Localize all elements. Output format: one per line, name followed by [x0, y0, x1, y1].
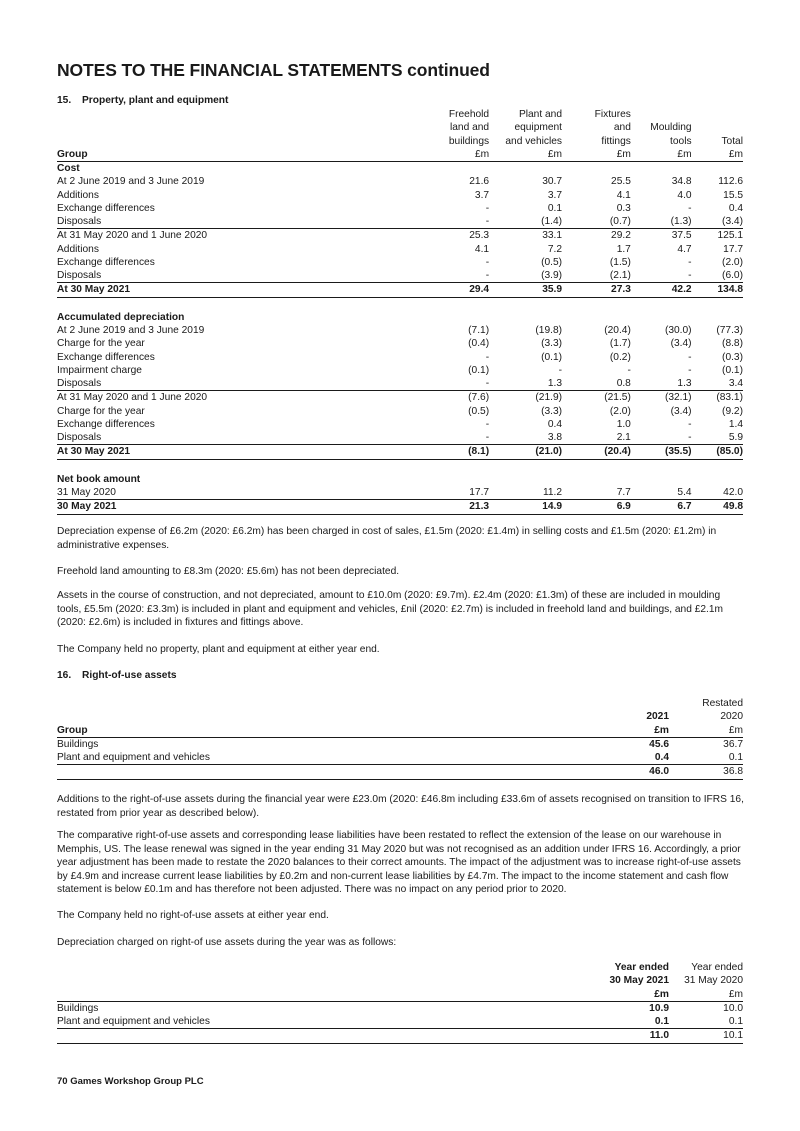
cell-value: Fixtures: [594, 109, 631, 120]
cell-value: 10.1: [669, 1029, 743, 1043]
cell-value: 10.0: [669, 1001, 743, 1015]
ppe-table: [57, 108, 743, 515]
cell-value: 21.3: [432, 500, 489, 514]
header-row: [57, 988, 743, 1002]
cell-value: [631, 108, 692, 121]
cell-value: 10.9: [597, 1001, 669, 1015]
cell-value: 30 May 2021: [609, 975, 669, 987]
table-row: [57, 418, 743, 431]
row-label: [57, 135, 432, 148]
table-row: [57, 500, 743, 514]
cell-value: 7.2: [547, 243, 563, 255]
cell-value: 5.9: [728, 432, 743, 443]
table-row: [57, 337, 743, 350]
header-row: [57, 108, 743, 121]
row-label: Exchange differences: [57, 418, 155, 430]
cell-value: (7.6): [432, 391, 489, 405]
cell-value: (0.1): [722, 364, 743, 376]
cell-value: Moulding: [650, 122, 692, 134]
cell-value: 4.1: [474, 243, 490, 255]
cell-value: (1.4): [541, 216, 563, 227]
cell-value: 46.0: [617, 765, 669, 779]
header-row: [57, 697, 743, 710]
cell-value: (85.0): [692, 445, 743, 459]
row-label: At 2 June 2019 and 3 June 2019: [57, 176, 205, 188]
paragraph: The comparative right-of-use assets and corresponding lease liabilities have been restated to reflect the extension of the lease on our warehouse in Memphis, US. The lease renewal was signed in the year ending 31 May 2020 but was not recognised as an addition under IFRS 16. Accordingly, a prior year adjustment has been made to restate the 2020 balances to their correct amounts. The impact of the adjustment was to increase right-of-use assets by £4.9m and increase current lease liabilities by £0.2m and non-current lease liabilities by £4.7m. The impact to the income statement and cash flow statement is below £0.1m and has therefore not been adjusted. There was no impact on any period prior to 2020.: [57, 830, 741, 895]
cell-value: (2.0): [609, 405, 631, 417]
cell-value: tools: [670, 135, 692, 147]
row-label: Disposals: [57, 270, 102, 281]
table-row: [57, 175, 743, 188]
cell-value: -: [485, 432, 490, 443]
cell-value: (0.4): [468, 338, 490, 350]
table-row: [57, 391, 743, 405]
table-row: [57, 405, 743, 418]
paragraph: Freehold land amounting to £8.3m (2020: £5.6m) has not been depreciated.: [57, 566, 400, 577]
cell-value: 3.8: [547, 432, 563, 443]
row-label: [57, 974, 597, 987]
cell-value: (0.1): [468, 364, 490, 376]
cell-value: 11.0: [597, 1029, 669, 1043]
cell-value: 25.3: [432, 229, 489, 243]
cell-value: -: [485, 202, 490, 214]
row-label: Disposals: [57, 216, 102, 227]
cell-value: (3.4): [670, 338, 692, 350]
row-label: Disposals: [57, 378, 102, 389]
cell-value: 6.7: [631, 500, 692, 514]
cell-value: -: [485, 216, 490, 227]
cell-value: (0.5): [468, 405, 490, 417]
rou-table: [57, 697, 743, 780]
cell-value: -: [688, 202, 692, 214]
cell-value: 1.7: [616, 243, 631, 255]
cell-value: 0.4: [654, 752, 669, 763]
cell-value: (2.1): [609, 270, 631, 281]
cell-value: [692, 473, 743, 486]
row-label: At 30 May 2021: [57, 283, 432, 297]
page-title: NOTES TO THE FINANCIAL STATEMENTS continued: [57, 60, 490, 80]
cell-value: £m: [654, 988, 669, 1000]
table-row: [57, 486, 743, 500]
cell-value: -: [688, 364, 692, 376]
spacer-row: [57, 459, 743, 473]
cell-value: 21.6: [469, 176, 490, 188]
paragraph: The Company held no property, plant and equipment at either year end.: [57, 644, 380, 655]
cell-value: 17.7: [469, 487, 490, 498]
table-row: [57, 269, 743, 283]
cell-value: £m: [547, 148, 563, 160]
cell-value: 0.3: [616, 202, 631, 214]
row-label: [57, 108, 432, 121]
table-row: [57, 445, 743, 459]
cell-value: [432, 162, 489, 176]
row-label: Charge for the year: [57, 338, 145, 350]
cell-value: -: [485, 378, 490, 389]
cell-value: [489, 162, 562, 176]
cell-value: [631, 311, 692, 324]
cell-value: (32.1): [631, 391, 692, 405]
row-label: [57, 121, 432, 134]
cell-value: (8.1): [432, 445, 489, 459]
cell-value: Year ended: [691, 962, 743, 973]
cell-value: 25.5: [611, 176, 631, 188]
cell-value: 11.2: [542, 487, 563, 498]
row-label: [57, 1029, 597, 1043]
section-number: 15.: [57, 95, 72, 106]
row-label: Plant and equipment and vehicles: [57, 1016, 210, 1027]
spacer-row: [57, 297, 743, 311]
cell-value: -: [688, 351, 692, 363]
row-label: Cost: [57, 162, 432, 176]
cell-value: [631, 473, 692, 486]
cell-value: 112.6: [718, 176, 743, 188]
cell-value: 45.6: [617, 737, 669, 751]
cell-value: 2021: [646, 711, 669, 723]
cell-value: 37.5: [631, 229, 692, 243]
rou-depreciation-table: [57, 961, 743, 1044]
subheading-row: [57, 311, 743, 324]
header-row: [57, 710, 743, 723]
cell-value: (8.8): [722, 338, 743, 350]
cell-value: (19.8): [535, 325, 563, 336]
table-row: [57, 737, 743, 751]
header-row: [57, 135, 743, 148]
cell-value: 125.1: [692, 229, 743, 243]
table-row: [57, 1001, 743, 1015]
table-row: [57, 283, 743, 297]
cell-value: (0.5): [541, 256, 563, 268]
row-label: Exchange differences: [57, 202, 155, 214]
cell-value: -: [627, 364, 631, 376]
header-row: [57, 961, 743, 974]
cell-value: -: [688, 270, 692, 281]
row-label: Group: [57, 724, 88, 736]
section-heading-ppe: [57, 95, 228, 106]
cell-value: Freehold: [448, 109, 490, 120]
row-label: [57, 710, 617, 723]
cell-value: (9.2): [722, 405, 743, 417]
cell-value: -: [688, 256, 692, 268]
cell-value: Year ended: [614, 962, 669, 973]
row-label: Buildings: [57, 1001, 597, 1015]
subheading-row: [57, 473, 743, 486]
cell-value: (21.9): [489, 391, 562, 405]
cell-value: 3.4: [728, 378, 743, 389]
table-row: [57, 324, 743, 337]
cell-value: £m: [616, 148, 631, 160]
cell-value: (3.9): [541, 270, 563, 281]
cell-value: 2020: [720, 711, 743, 723]
cell-value: 3.7: [547, 189, 563, 201]
page-footer: 70 Games Workshop Group PLC: [57, 1076, 204, 1087]
cell-value: £m: [654, 724, 669, 736]
cell-value: 36.8: [669, 765, 743, 779]
cell-value: (21.5): [562, 391, 631, 405]
cell-value: (0.1): [541, 351, 563, 363]
cell-value: (20.4): [604, 325, 631, 336]
cell-value: Total: [721, 135, 743, 147]
row-label: Group: [57, 148, 88, 160]
cell-value: 2.1: [616, 432, 631, 443]
cell-value: [562, 162, 631, 176]
header-row: [57, 121, 743, 134]
cell-value: -: [558, 364, 563, 376]
table-row: [57, 256, 743, 269]
cell-value: [692, 121, 743, 134]
row-label: Additions: [57, 243, 99, 255]
cell-value: 0.1: [728, 752, 743, 763]
header-row: [57, 724, 743, 738]
section-number: 16.: [57, 670, 72, 681]
cell-value: 35.9: [489, 283, 562, 297]
cell-value: (3.4): [670, 405, 692, 417]
paragraph: The Company held no right-of-use assets at either year end.: [57, 910, 329, 921]
cell-value: (0.3): [722, 351, 743, 363]
table-row: [57, 364, 743, 377]
cell-value: (1.7): [609, 338, 631, 350]
cell-value: [692, 311, 743, 324]
cell-value: 33.1: [489, 229, 562, 243]
cell-value: 27.3: [562, 283, 631, 297]
cell-value: 29.2: [562, 229, 631, 243]
row-label: Additions: [57, 189, 99, 201]
cell-value: [432, 473, 489, 486]
cell-value: 42.0: [723, 487, 743, 498]
cell-value: -: [485, 418, 490, 430]
cell-value: 0.1: [728, 1016, 743, 1027]
row-label: [57, 961, 597, 974]
row-label: [57, 988, 597, 1002]
row-label: Plant and equipment and vehicles: [57, 752, 210, 763]
subheading-row: [57, 162, 743, 176]
cell-value: (1.3): [670, 216, 692, 227]
cell-value: -: [485, 270, 490, 281]
table-row: [57, 189, 743, 202]
cell-value: -: [485, 351, 490, 363]
cell-value: and: [613, 122, 631, 134]
cell-value: [562, 311, 631, 324]
cell-value: Plant and: [518, 109, 563, 120]
cell-value: (3.3): [541, 338, 563, 350]
cell-value: 34.8: [671, 176, 692, 188]
row-label: At 30 May 2021: [57, 445, 432, 459]
cell-value: (20.4): [562, 445, 631, 459]
section-heading-rou: [57, 670, 177, 681]
paragraph: Assets in the course of construction, and not depreciated, amount to £10.0m (2020: £9.7m). £2.4m (2020: £1.3m) of these are included in moulding tools, £5.5m (2020: £3.3m) is included in plant and equipment and vehicles, £nil (2020: £2.7m) is included in freehold land and buildings, and £2.1m (2020: £2.6m) is included in fixtures and fittings above.: [57, 590, 724, 628]
row-label: Accumulated depreciation: [57, 311, 185, 323]
cell-value: 15.5: [723, 189, 743, 201]
cell-value: -: [688, 432, 692, 443]
cell-value: (3.3): [541, 405, 563, 417]
row-label: Buildings: [57, 737, 617, 751]
cell-value: 4.0: [677, 189, 692, 201]
cell-value: 29.4: [432, 283, 489, 297]
cell-value: 49.8: [692, 500, 743, 514]
cell-value: 1.3: [547, 378, 563, 389]
cell-value: 1.4: [728, 418, 743, 430]
cell-value: 5.4: [677, 487, 692, 498]
cell-value: 6.9: [562, 500, 631, 514]
cell-value: (1.5): [609, 256, 631, 268]
cell-value: [617, 697, 669, 710]
cell-value: 1.3: [677, 378, 692, 389]
cell-value: -: [688, 418, 692, 430]
header-row: [57, 148, 743, 162]
cell-value: (35.5): [631, 445, 692, 459]
cell-value: 1.0: [616, 418, 631, 430]
cell-value: (0.7): [609, 216, 631, 227]
cell-value: 0.4: [728, 202, 743, 214]
cell-value: -: [485, 256, 490, 268]
row-label: Disposals: [57, 432, 102, 443]
cell-value: 0.8: [616, 378, 631, 389]
cell-value: [489, 311, 562, 324]
table-row: [57, 351, 743, 364]
table-row: [57, 243, 743, 256]
paragraph: Depreciation charged on right-of use assets during the year was as follows:: [57, 937, 397, 948]
header-row: [57, 974, 743, 987]
cell-value: 4.1: [616, 189, 631, 201]
cell-value: (21.0): [489, 445, 562, 459]
cell-value: 4.7: [677, 243, 692, 255]
cell-value: 42.2: [631, 283, 692, 297]
total-row: [57, 765, 743, 779]
section-title: Right-of-use assets: [82, 670, 177, 681]
cell-value: 0.4: [547, 418, 563, 430]
row-label: At 31 May 2020 and 1 June 2020: [57, 229, 432, 243]
row-label: Exchange differences: [57, 256, 155, 268]
cell-value: buildings: [448, 135, 490, 147]
table-row: [57, 377, 743, 391]
row-label: Exchange differences: [57, 351, 155, 363]
row-label: Charge for the year: [57, 405, 145, 417]
table-row: [57, 202, 743, 215]
row-label: 31 May 2020: [57, 487, 116, 498]
cell-value: [432, 311, 489, 324]
paragraph: Additions to the right-of-use assets during the financial year were £23.0m (2020: £46.8m including £33.6m of assets recognised on transition to IFRS 16, restated from prior year as described below).: [57, 794, 744, 819]
row-label: Impairment charge: [57, 364, 142, 376]
row-label: Net book amount: [57, 473, 141, 485]
cell-value: 3.7: [474, 189, 490, 201]
cell-value: £m: [728, 988, 743, 1000]
cell-value: 31 May 2020: [684, 975, 743, 987]
table-row: [57, 215, 743, 229]
cell-value: 7.7: [616, 487, 631, 498]
cell-value: Restated: [702, 698, 743, 709]
cell-value: 30.7: [542, 176, 563, 188]
cell-value: [562, 473, 631, 486]
cell-value: (0.2): [609, 351, 631, 363]
total-row: [57, 1029, 743, 1043]
row-label: At 31 May 2020 and 1 June 2020: [57, 391, 432, 405]
row-label: [57, 765, 617, 779]
table-row: [57, 431, 743, 445]
cell-value: (7.1): [468, 325, 490, 336]
cell-value: 36.7: [669, 737, 743, 751]
cell-value: equipment: [514, 122, 563, 134]
cell-value: (30.0): [664, 325, 692, 336]
row-label: 30 May 2021: [57, 500, 432, 514]
row-label: At 2 June 2019 and 3 June 2019: [57, 325, 205, 336]
paragraph: Depreciation expense of £6.2m (2020: £6.2m) has been charged in cost of sales, £1.5m (2020: £1.4m) in selling costs and £1.5m (2020: £1.2m) in administrative expenses.: [57, 526, 717, 551]
cell-value: (83.1): [692, 391, 743, 405]
cell-value: 17.7: [723, 243, 743, 255]
row-label: [57, 697, 617, 710]
cell-value: £m: [474, 148, 490, 160]
cell-value: (6.0): [722, 270, 743, 281]
cell-value: 134.8: [692, 283, 743, 297]
cell-value: (2.0): [722, 256, 743, 268]
cell-value: fittings: [601, 135, 631, 147]
cell-value: [692, 108, 743, 121]
cell-value: [489, 473, 562, 486]
cell-value: land and: [450, 122, 490, 134]
cell-value: £m: [677, 148, 692, 160]
table-row: [57, 751, 743, 765]
cell-value: 0.1: [547, 202, 563, 214]
table-row: [57, 229, 743, 243]
cell-value: £m: [728, 724, 743, 736]
cell-value: and vehicles: [505, 135, 563, 147]
cell-value: (77.3): [716, 325, 743, 336]
section-title: Property, plant and equipment: [82, 95, 229, 106]
cell-value: £m: [728, 148, 743, 160]
cell-value: [692, 162, 743, 176]
cell-value: [631, 162, 692, 176]
table-row: [57, 1015, 743, 1029]
cell-value: 14.9: [489, 500, 562, 514]
cell-value: 0.1: [654, 1016, 669, 1027]
cell-value: (3.4): [722, 216, 743, 227]
